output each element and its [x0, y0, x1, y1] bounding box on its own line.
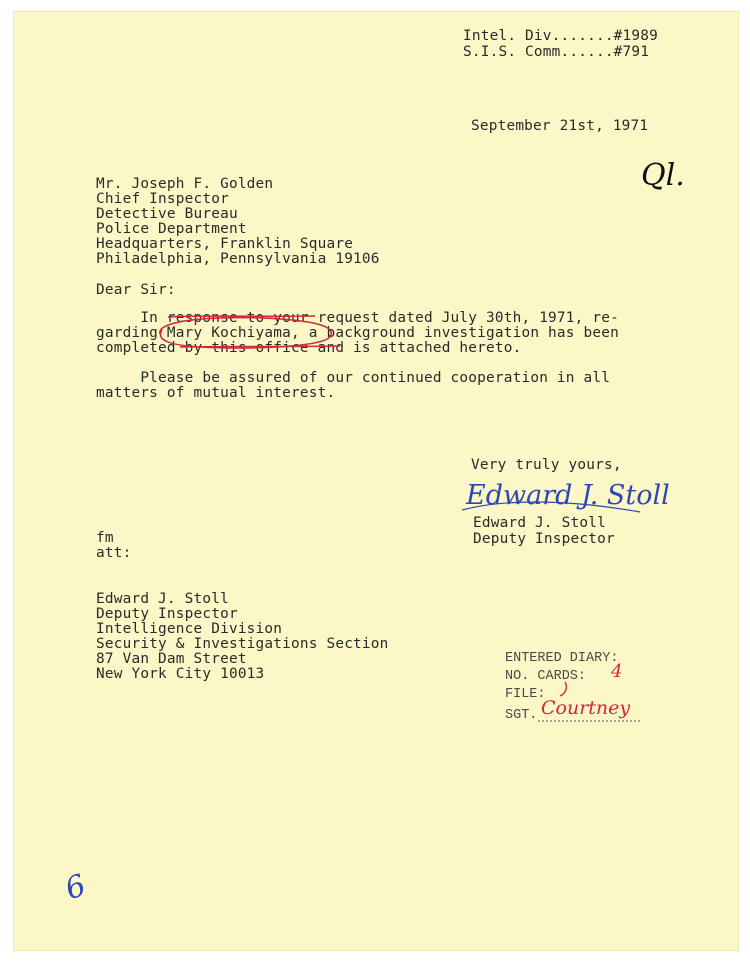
recipient-line-5: Headquarters, Franklin Square: [96, 236, 354, 252]
intel-div-reference: Intel. Div.......#1989: [463, 28, 659, 44]
stamp-sgt-label: SGT.: [505, 708, 538, 723]
body-paragraph-1-line-1: In response to your request dated July 30th, 1971, re-: [96, 310, 619, 326]
typist-reference: fm: [96, 530, 114, 546]
handwritten-signature: Edward J. Stoll: [466, 480, 670, 511]
sender-line-3: Intelligence Division: [96, 621, 283, 637]
body-paragraph-1-line-3: completed by this office and is attached hereto.: [96, 340, 522, 356]
stamp-file-label: FILE:: [505, 687, 546, 702]
sender-line-4: Security & Investigations Section: [96, 636, 389, 652]
body-paragraph-1-line-2: garding Mary Kochiyama, a background investigation has been: [96, 325, 619, 341]
signer-title: Deputy Inspector: [473, 531, 615, 547]
stamp-cards-label: NO. CARDS:: [505, 669, 587, 684]
valediction: Very truly yours,: [471, 457, 622, 473]
stamp-entered-diary: ENTERED DIARY:: [505, 651, 619, 666]
salutation: Dear Sir:: [96, 282, 176, 298]
recipient-line-4: Police Department: [96, 221, 247, 237]
recipient-line-3: Detective Bureau: [96, 206, 238, 222]
sender-line-5: 87 Van Dam Street: [96, 651, 247, 667]
sender-line-2: Deputy Inspector: [96, 606, 238, 622]
blue-pen-mark: 6: [60, 867, 91, 908]
recipient-line-2: Chief Inspector: [96, 191, 229, 207]
sender-line-6: New York City 10013: [96, 666, 265, 682]
signer-name: Edward J. Stoll: [473, 515, 606, 531]
stamp-sgt-signature: Courtney: [541, 697, 631, 719]
body-paragraph-2-line-1: Please be assured of our continued cooperation in all: [96, 370, 611, 386]
sender-line-1: Edward J. Stoll: [96, 591, 229, 607]
recipient-line-6: Philadelphia, Pennsylvania 19106: [96, 251, 380, 267]
attention-label: att:: [96, 545, 132, 561]
body-paragraph-2-line-2: matters of mutual interest.: [96, 385, 336, 401]
handwritten-initials: Ql.: [641, 158, 685, 193]
letter-date: September 21st, 1971: [471, 118, 649, 134]
stamp-cards-value: 4: [611, 661, 623, 682]
recipient-line-1: Mr. Joseph F. Golden: [96, 176, 274, 192]
sis-comm-reference: S.I.S. Comm......#791: [463, 44, 650, 60]
